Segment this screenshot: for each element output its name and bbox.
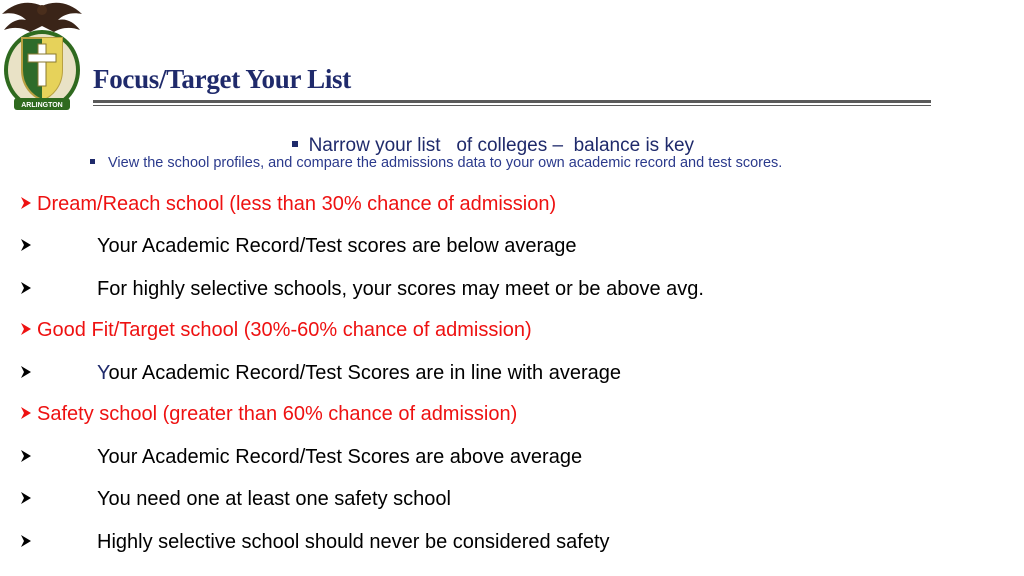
- item-text: Safety school (greater than 60% chance of admission): [37, 403, 518, 425]
- item-text: Dream/Reach school (less than 30% chance of admission): [37, 193, 557, 215]
- page-title: Focus/Target Your List: [93, 64, 351, 94]
- subtitle-text: Narrow your list of colleges – balance is key: [308, 135, 695, 156]
- subtitle-bullet: [281, 113, 694, 157]
- note-text: View the school profiles, and compare the admissions data to your own academic record and test scores.: [108, 155, 783, 171]
- list-item: [20, 232, 577, 260]
- arrow-bullet-icon: [20, 238, 32, 252]
- list-item: [20, 485, 451, 513]
- arrow-bullet-icon: [20, 196, 32, 210]
- logo-wordmark: ARLINGTON: [21, 102, 63, 109]
- arrow-bullet-icon: [20, 322, 32, 336]
- item-text: Your Academic Record/Test scores are below average: [97, 235, 577, 257]
- item-text: Good Fit/Target school (30%-60% chance of admission): [37, 319, 532, 341]
- item-text: Your Academic Record/Test Scores are above average: [97, 446, 583, 468]
- arrow-bullet-icon: [20, 406, 32, 420]
- list-item: [20, 528, 610, 556]
- item-text: You need one at least one safety school: [97, 488, 451, 510]
- list-item: [20, 275, 704, 303]
- title-divider: [93, 100, 931, 103]
- square-bullet-icon: [292, 141, 298, 147]
- item-text-rest: our Academic Record/Test Scores are in line with average: [108, 362, 621, 384]
- item-text: For highly selective schools, your scores may meet or be above avg.: [97, 278, 704, 300]
- arrow-bullet-icon: [20, 491, 32, 505]
- school-crest-logo: [0, 0, 84, 116]
- list-item: [20, 359, 621, 387]
- arrow-bullet-icon: [20, 449, 32, 463]
- square-bullet-icon: [90, 159, 95, 164]
- item-text: Highly selective school should never be considered safety: [97, 531, 610, 553]
- list-item-dream-reach: [20, 190, 556, 218]
- item-text: [97, 359, 621, 387]
- title-divider-thin: [93, 105, 931, 106]
- list-item-good-fit: [20, 316, 532, 344]
- note-bullet: [90, 155, 782, 171]
- arrow-bullet-icon: [20, 281, 32, 295]
- arrow-bullet-icon: [20, 534, 32, 548]
- list-item-safety: [20, 400, 517, 428]
- arrow-bullet-icon: [20, 365, 32, 379]
- list-item: [20, 443, 583, 471]
- item-text-first-letter: Y: [97, 362, 109, 384]
